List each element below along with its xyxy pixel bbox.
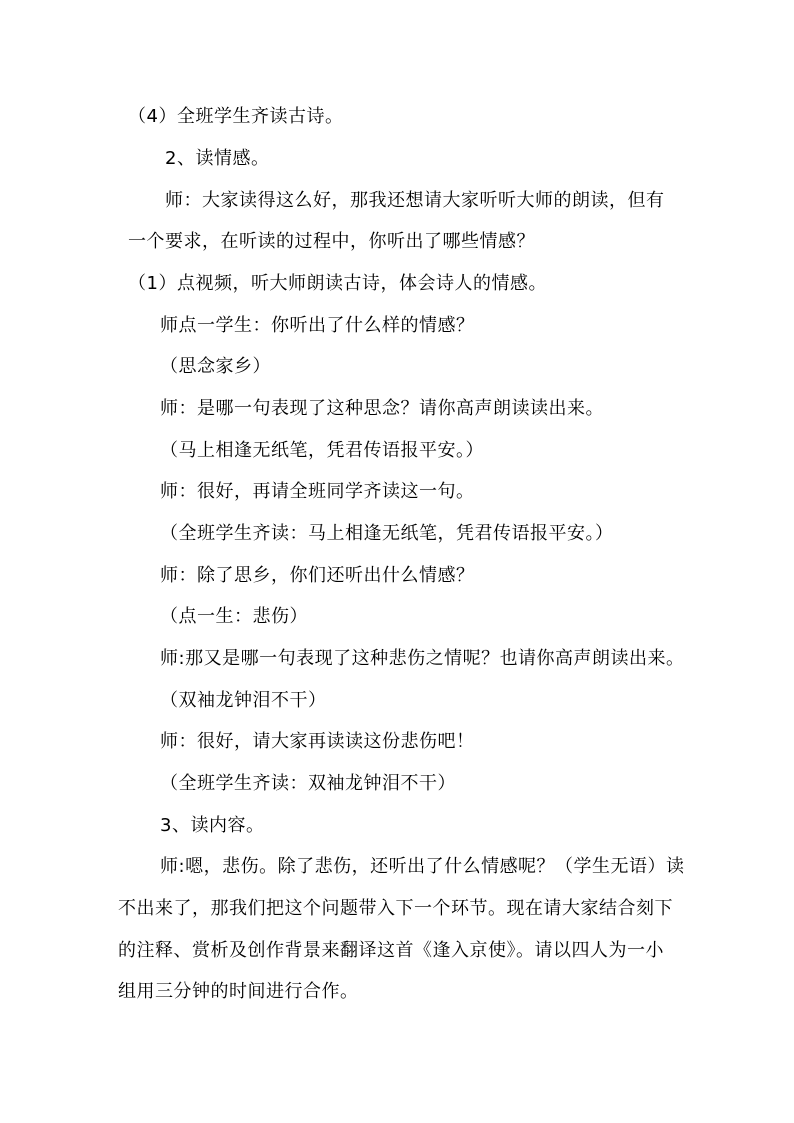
text-line: （点一生：悲伤） <box>160 606 308 627</box>
text-line: （马上相逢无纸笔，凭君传语报平安。） <box>160 440 484 461</box>
section-heading: 3、读内容。 <box>160 815 265 836</box>
text-line: 师点一学生：你听出了什么样的情感？ <box>160 315 475 336</box>
text-line: 师：很好，请大家再读读这份悲伤吧！ <box>160 731 475 752</box>
text-line: 师:那又是哪一句表现了这种悲伤之情呢？也请你高声朗读出来。 <box>160 648 685 669</box>
text-line: （全班学生齐读：双袖龙钟泪不干） <box>160 773 456 794</box>
text-line: （双袖龙钟泪不干） <box>160 690 327 711</box>
text-line: 师:嗯，悲伤。除了悲伤，还听出了什么情感呢？（学生无语）读 <box>160 856 685 877</box>
text-line: 师：很好，再请全班同学齐读这一句。 <box>160 481 475 502</box>
text-line: 不出来了，那我们把这个问题带入下一个环节。现在请大家结合刻下 <box>118 898 673 919</box>
text-line: 师：除了思乡，你们还听出什么情感？ <box>160 565 475 586</box>
text-line: （4）全班学生齐读古诗。 <box>128 106 344 127</box>
text-line: （1）点视频，听大师朗读古诗，体会诗人的情感。 <box>128 273 547 294</box>
text-line: 师：大家读得这么好，那我还想请大家听听大师的朗读，但有 <box>165 190 665 211</box>
text-line: 的注释、赏析及创作背景来翻译这首《逢入京使》。请以四人为一小 <box>118 940 664 961</box>
text-line: 一个要求，在听读的过程中，你听出了哪些情感？ <box>128 231 535 252</box>
text-line: 师：是哪一句表现了这种思念？请你高声朗读读出来。 <box>160 398 604 419</box>
section-heading: 2、读情感。 <box>165 148 270 169</box>
text-line: （思念家乡） <box>160 356 271 377</box>
text-line: （全班学生齐读：马上相逢无纸笔，凭君传语报平安。） <box>160 523 614 544</box>
text-line: 组用三分钟的时间进行合作。 <box>118 981 359 1002</box>
